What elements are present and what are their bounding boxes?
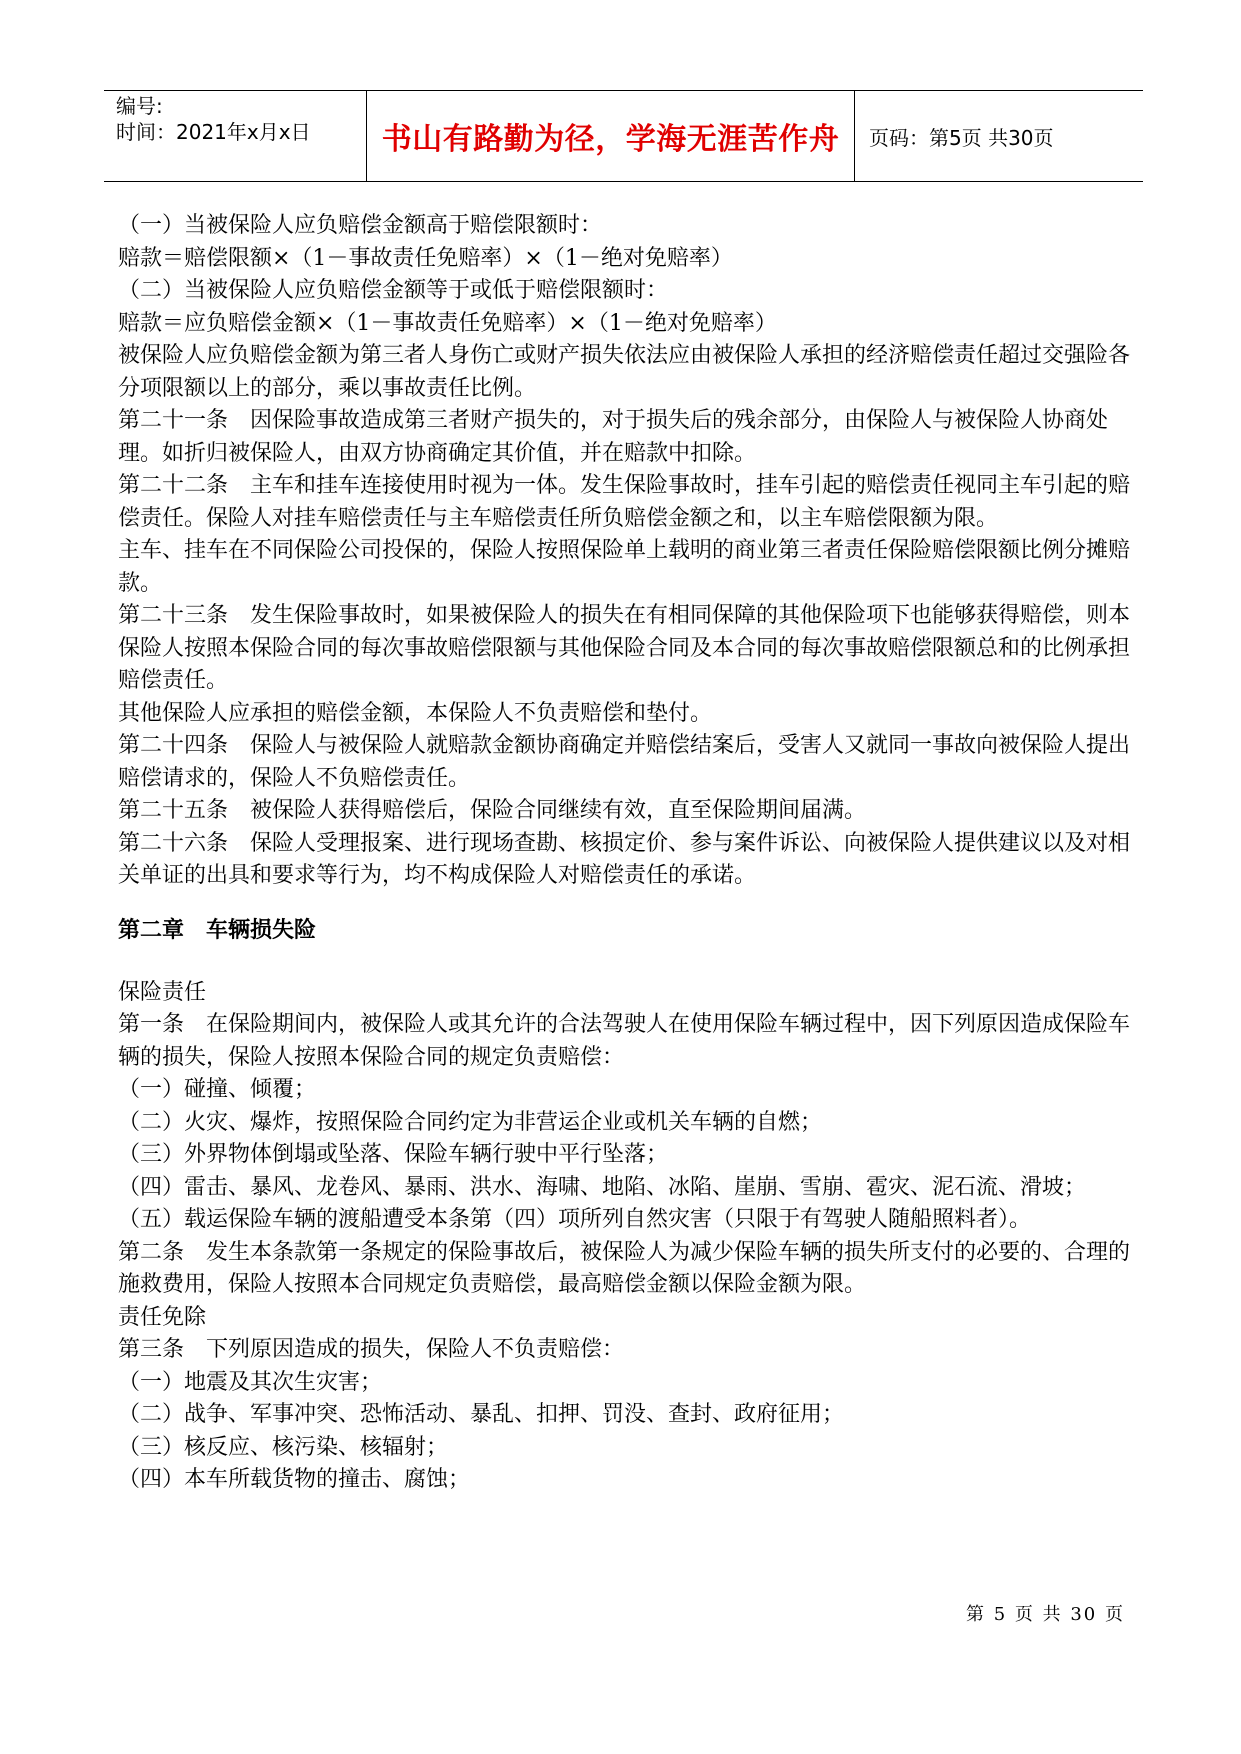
list-item: （一）碰撞、倾覆； (118, 1077, 317, 1102)
page-footer: 第 5 页 共 30 页 (966, 1604, 1125, 1625)
header-page-label: 页码：第5页 共30页 (869, 125, 1054, 150)
article-21: 第二十一条 因保险事故造成第三者财产损失的，对于损失后的残余部分，由保险人与被保险人协商处理。如折归被保险人，由双方协商确定其价值，并在赔款中扣除。 (118, 408, 1109, 466)
article-1: 第一条 在保险期间内，被保险人或其允许的合法驾驶人在使用保险车辆过程中，因下列原因造成保险车辆的损失，保险人按照本保险合同的规定负责赔偿： (118, 1012, 1131, 1070)
section-heading: 保险责任 (118, 979, 207, 1005)
list-item: （四）本车所载货物的撞击、腐蚀； (118, 1467, 471, 1492)
header-meta (104, 91, 367, 181)
list-item: （二）火灾、爆炸，按照保险合同约定为非营运企业或机关车辆的自燃； (118, 1109, 823, 1135)
article-22: 第二十二条 主车和挂车连接使用时视为一体。发生保险事故时，挂车引起的赔偿责任视同主车引起的赔偿责任。保险人对挂车赔偿责任与主车赔偿责任所负赔偿金额之和，以主车赔偿限额为限。 (118, 473, 1131, 531)
list-item: （一）地震及其次生灾害； (118, 1369, 383, 1395)
document-body (118, 210, 1132, 1497)
article-3: 第三条 下列原因造成的损失，保险人不负责赔偿： (118, 1337, 625, 1362)
document-number-label: 编号: (116, 94, 163, 118)
paragraph: 主车、挂车在不同保险公司投保的，保险人按照保险单上载明的商业第三者责任保险赔偿限额比例分摊赔款。 (118, 538, 1131, 596)
paragraph: 赔款＝应负赔偿金额×（1－事故责任免赔率）×（1－绝对免赔率） (118, 310, 777, 336)
section-heading: 责任免除 (118, 1304, 207, 1330)
list-item: （四）雷击、暴风、龙卷风、暴雨、洪水、海啸、地陷、冰陷、崖崩、雪崩、雹灾、泥石流、滑坡； (118, 1174, 1087, 1200)
paragraph: （二）当被保险人应负赔偿金额等于或低于赔偿限额时： (118, 278, 669, 303)
article-25: 第二十五条 被保险人获得赔偿后，保险合同继续有效，直至保险期间届满。 (118, 798, 867, 823)
article-2: 第二条 发生本条款第一条规定的保险事故后，被保险人为减少保险车辆的损失所支付的必要的、合理的施救费用，保险人按照本合同规定负责赔偿，最高赔偿金额以保险金额为限。 (118, 1239, 1131, 1297)
article-24: 第二十四条 保险人与被保险人就赔款金额协商确定并赔偿结案后，受害人又就同一事故向被保险人提出赔偿请求的，保险人不负赔偿责任。 (118, 733, 1131, 791)
paragraph: （一）当被保险人应负赔偿金额高于赔偿限额时： (118, 213, 603, 238)
paragraph: 赔款＝赔偿限额×（1－事故责任免赔率）×（1－绝对免赔率） (118, 245, 733, 271)
list-item: （三）核反应、核污染、核辐射； (118, 1434, 449, 1460)
document-time-label: 时间：2021年x月x日 (116, 120, 311, 144)
list-item: （五）载运保险车辆的渡船遭受本条第（四）项所列自然灾害（只限于有驾驶人随船照料者）。 (118, 1207, 1032, 1232)
paragraph: 被保险人应负赔偿金额为第三者人身伤亡或财产损失依法应由被保险人承担的经济赔偿责任超过交强险各分项限额以上的部分，乘以事故责任比例。 (118, 343, 1131, 401)
paragraph: 其他保险人应承担的赔偿金额，本保险人不负责赔偿和垫付。 (118, 700, 713, 726)
header-motto: 书山有路勤为径，学海无涯苦作舟 (367, 91, 855, 181)
list-item: （二）战争、军事冲突、恐怖活动、暴乱、扣押、罚没、查封、政府征用； (118, 1402, 845, 1427)
chapter-heading: 第二章 车辆损失险 (118, 917, 317, 943)
list-item: （三）外界物体倒塌或坠落、保险车辆行驶中平行坠落； (118, 1142, 669, 1167)
article-23: 第二十三条 发生保险事故时，如果被保险人的损失在有相同保障的其他保险项下也能够获得赔偿，则本保险人按照本保险合同的每次事故赔偿限额与其他保险合同及本合同的每次事故赔偿限额总和的比例承担赔偿责任。 (118, 603, 1131, 693)
page-header (104, 90, 1143, 182)
article-26: 第二十六条 保险人受理报案、进行现场查勘、核损定价、参与案件诉讼、向被保险人提供建议以及对相关单证的出具和要求等行为，均不构成保险人对赔偿责任的承诺。 (118, 830, 1131, 888)
